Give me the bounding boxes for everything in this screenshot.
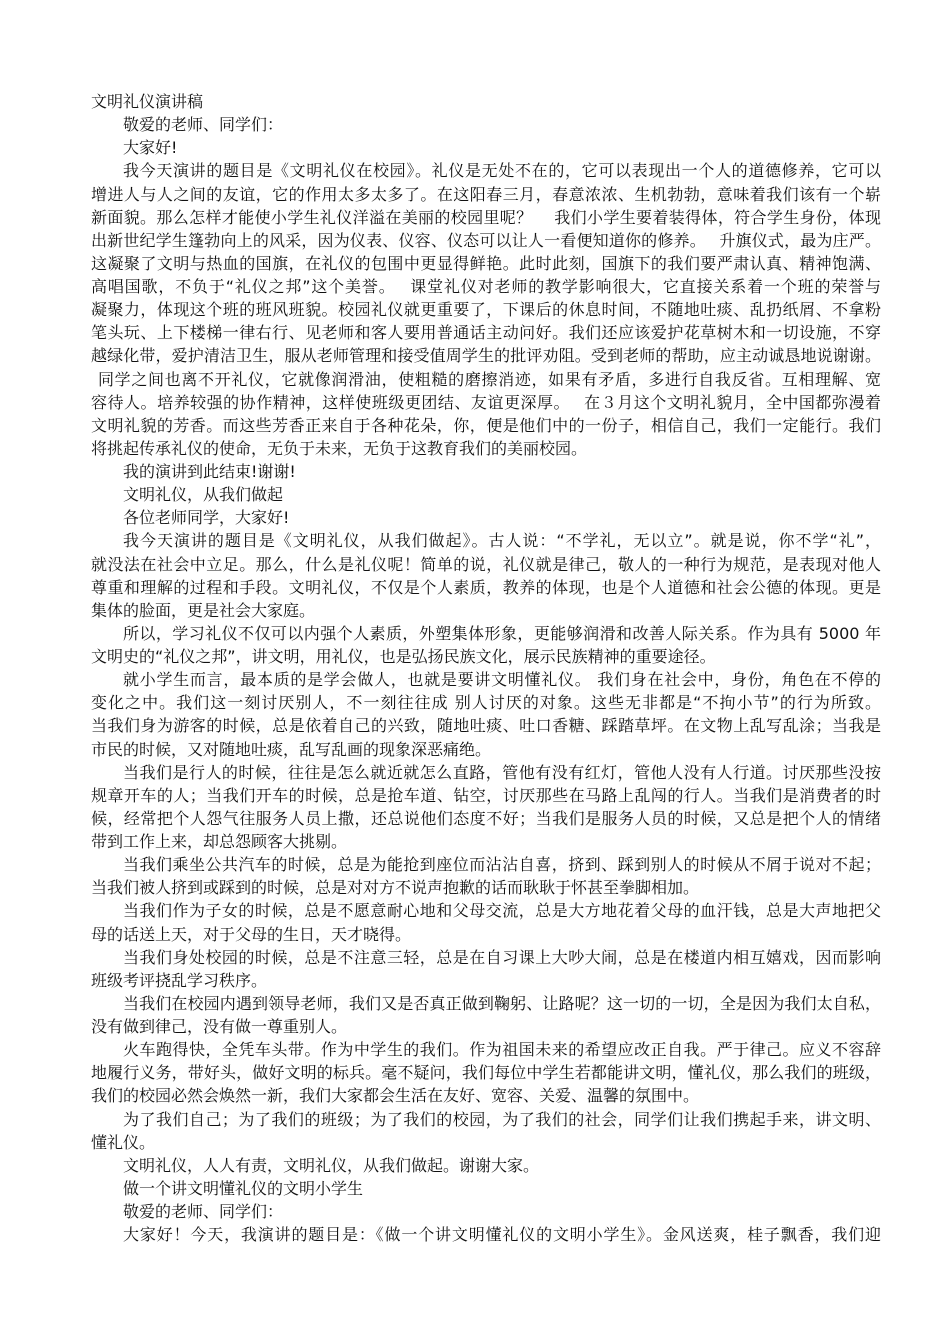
text-line: 市民的时候，又对随地吐痰，乱写乱画的现象深恶痛绝。	[91, 739, 492, 759]
text-line: 当我们被人挤到或踩到的时候，总是对对方不说声抱歉的话而耿耿于怀甚至拳脚相加。	[91, 878, 700, 898]
text-line: 所以，学习礼仪不仅可以内强个人素质，外塑集体形象，更能够润滑和改善人际关系。作为具有 5000 年	[123, 623, 881, 643]
text-line: 将挑起传承礼仪的使命，无负于未来，无负于这教育我们的美丽校园。	[91, 438, 588, 458]
text-line: 我今天演讲的题目是《文明礼仪，从我们做起》。古人说：“不学礼，无以立”。就是说，你不学“礼”，	[123, 531, 881, 551]
text-line: 带到工作上来，却总怨顾客大挑剔。	[91, 832, 348, 851]
text-line: 文明礼仪，人人有责，文明礼仪，从我们做起。谢谢大家。	[123, 1155, 540, 1175]
text-line: 新面貌。那么怎样才能使小学生礼仪洋溢在美丽的校园里呢？ 我们小学生要着装得体，符合学生身份，体现	[91, 207, 881, 227]
text-line: 就没法在社会中立足。那么，什么是礼仪呢！简单的说，礼仪就是律己，敬人的一种行为规范，是表现对他人	[91, 554, 881, 574]
text-line: 没有做到律己，没有做一尊重别人。	[91, 1017, 348, 1036]
text-line: 各位老师同学，大家好!	[123, 508, 290, 528]
text-line: 越绿化带，爱护清洁卫生，服从老师管理和接受值周学生的批评劝阻。受到老师的帮助，应主动诚恳地说谢谢。	[91, 346, 881, 366]
text-line: 母的话送上天，对于父母的生日，天才晓得。	[91, 924, 412, 944]
text-line: 候，经常把个人怨气往服务人员上撒，还总说他们态度不好；当我们是服务人员的时候，又总是把个人的情绪	[91, 808, 881, 828]
text-line: 当我们身为游客的时候，总是依着自己的兴致，随地吐痰、吐口香糖、踩踏草坪。在文物上乱写乱涂；当我是	[91, 716, 881, 736]
text-line: 当我们在校园内遇到领导老师，我们又是否真正做到鞠躬、让路呢？这一切的一切，全是因为我们太自私，	[123, 993, 881, 1013]
text-line: 笔头玩、上下楼梯一律右行、见老师和客人要用普通话主动问好。我们还应该爱护花草树木和一切设施，不穿	[91, 323, 881, 343]
text-line: 文明礼貌的芳香。而这些芳香正来自于各种花朵，你，便是他们中的一份子，相信自己，我们一定能行。我们	[91, 415, 881, 435]
text-line: 懂礼仪。	[91, 1132, 156, 1152]
text-line: 我今天演讲的题目是《文明礼仪在校园》。礼仪是无处不在的，它可以表现出一个人的道德修养，它可以	[123, 161, 881, 181]
text-line: 容待人。培养较强的协作精神，这样使班级更团结、友谊更深厚。 在３月这个文明礼貌月，全中国都弥漫着	[91, 392, 881, 412]
text-line: 尊重和理解的过程和手段。文明礼仪，不仅是个人素质，教养的体现，也是个人道德和社会公德的体现。更是	[91, 577, 881, 597]
text-line: 出新世纪学生篷勃向上的风采，因为仪表、仪容、仪态可以让人一看便知道你的修养。 升旗仪式，最为庄严。	[91, 230, 881, 250]
document-title: 文明礼仪演讲稿	[91, 92, 204, 111]
text-line: 当我们作为子女的时候，总是不愿意耐心地和父母交流，总是大方地花着父母的血汗钱，总是大声地把父	[123, 901, 881, 921]
text-line: 火车跑得快，全凭车头带。作为中学生的我们。作为祖国未来的希望应改正自我。严于律己。应义不容辞	[123, 1040, 881, 1060]
text-line: 当我们身处校园的时候，总是不注意三轻，总是在自习课上大吵大闹，总是在楼道内相互嬉戏，因而影响	[123, 947, 881, 967]
text-line: 文明史的“礼仪之邦”，讲文明，用礼仪，也是弘扬民族文化，展示民族精神的重要途径。	[91, 647, 716, 666]
text-line: 为了我们自己；为了我们的班级；为了我们的校园，为了我们的社会，同学们让我们携起手来，讲文明、	[123, 1109, 881, 1129]
text-line: 凝聚力，体现这个班的班风班貌。校园礼仪就更重要了，下课后的休息时间，不随地吐痰、乱扔纸屑、不拿粉	[91, 300, 881, 320]
text-line: 敬爱的老师、同学们：	[123, 1202, 284, 1221]
text-line: 规章开车的人；当我们开车的时候，总是抢车道、钻空，讨厌那些在马路上乱闯的行人。当我们是消费者的时	[91, 785, 881, 805]
text-line: 当我们是行人的时候，往往是怎么就近就怎么直路，管他有没有红灯，管他人没有人行道。讨厌那些没按	[123, 762, 881, 782]
text-line: 当我们乘坐公共汽车的时候，总是为能抢到座位而沾沾自喜，挤到、踩到别人的时候从不屑于说对不起；	[123, 855, 881, 875]
text-line: 班级考评挠乱学习秩序。	[91, 970, 268, 990]
text-line: 我们的校园必然会焕然一新，我们大家都会生活在友好、宽容、关爱、温馨的氛围中。	[91, 1086, 700, 1106]
text-line: 敬爱的老师、同学们：	[123, 115, 284, 135]
text-line: 就小学生而言，最本质的是学会做人，也就是要讲文明懂礼仪。 我们身在社会中，身份，角色在不停的	[123, 670, 881, 690]
document-body	[91, 90, 881, 1246]
text-line: 做一个讲文明懂礼仪的文明小学生	[123, 1178, 364, 1198]
text-line: 变化之中。我们这一刻讨厌别人，不一刻往往成 别人讨厌的对象。这些无非都是“不拘小节”的行为所致。	[91, 693, 881, 713]
text-line: 大家好!	[123, 138, 178, 158]
text-line: 文明礼仪，从我们做起	[123, 485, 284, 505]
text-line: 大家好！今天，我演讲的题目是：《做一个讲文明懂礼仪的文明小学生》。金风送爽，桂子飘香，我们迎	[123, 1225, 881, 1245]
text-line: 集体的脸面，更是社会大家庭。	[91, 600, 316, 620]
text-line: 同学之间也离不开礼仪，它就像润滑油，使粗糙的磨擦消迹，如果有矛盾，多进行自我反省。互相理解、宽	[98, 369, 881, 389]
text-line: 这凝聚了文明与热血的国旗，在礼仪的包围中更显得鲜艳。此时此刻，国旗下的我们要严肃认真、精神饱满、	[91, 253, 881, 273]
text-line: 我的演讲到此结束!谢谢!	[123, 462, 296, 481]
text-line: 高唱国歌，不负于“礼仪之邦”这个美誉。 课堂礼仪对老师的教学影响很大，它直接关系着一个班的荣誉与	[91, 277, 881, 296]
text-line: 增进人与人之间的友谊，它的作用太多太多了。在这阳春三月，春意浓浓、生机勃勃，意味着我们该有一个崭	[91, 184, 881, 204]
text-line: 地履行义务，带好头，做好文明的标兵。毫不疑问，我们每位中学生若都能讲文明，懂礼仪，那么我们的班级，	[91, 1063, 881, 1083]
